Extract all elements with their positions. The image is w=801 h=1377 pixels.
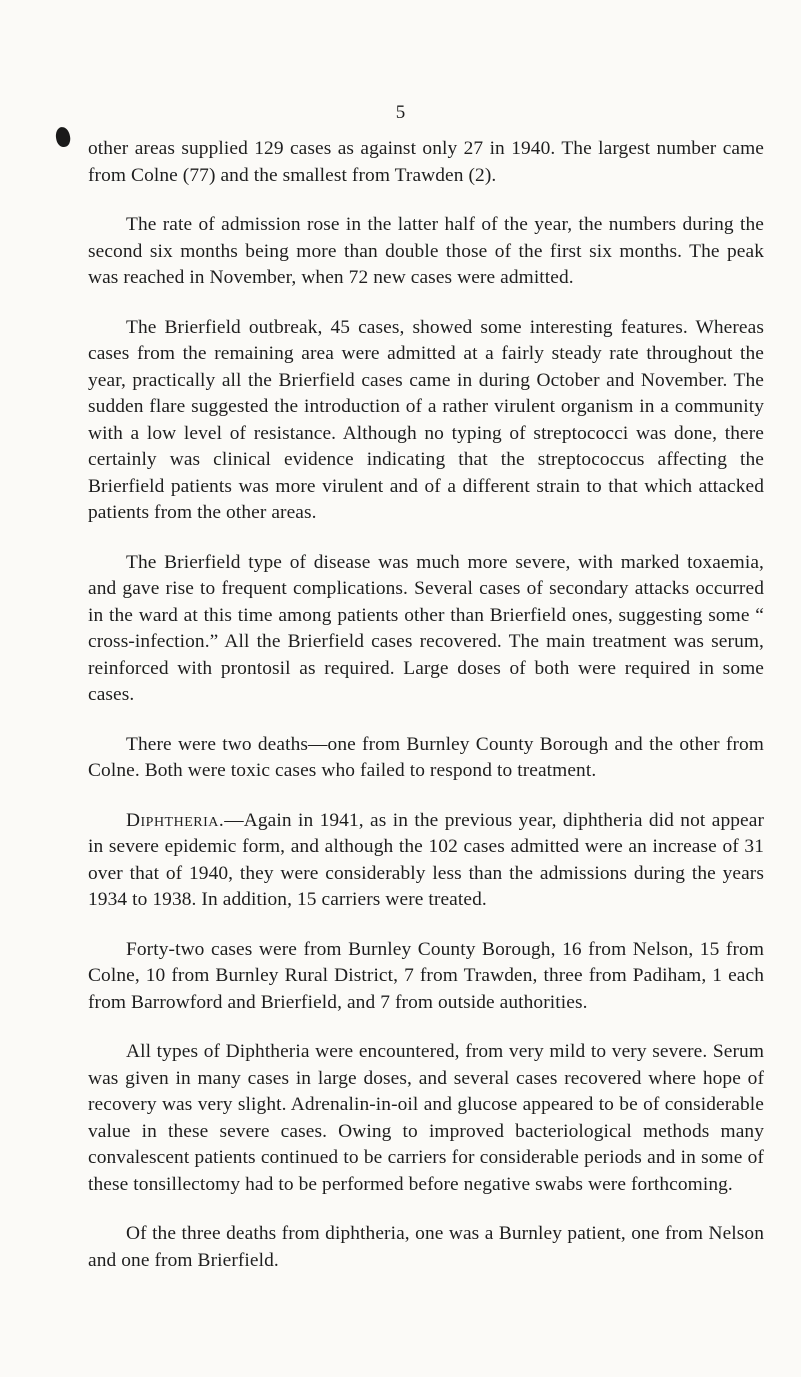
binding-hole-mark	[54, 126, 71, 148]
paragraph-case-origins: Forty-two cases were from Burnley County Borough, 16 from Nelson, 15 from Colne, 10 from Burnley Rural District, 7 from Trawden, three from Padiham, 1 each from Barrowford and Brierfield, and 7 from outside authorities.	[88, 938, 764, 1013]
paragraph-continuation: other areas supplied 129 cases as against only 27 in 1940. The largest number came from Colne (77) and the smallest from Trawden (2).	[88, 138, 764, 186]
paragraph-diphtheria-types: All types of Diphtheria were encountered, from very mild to very severe. Serum was given in many cases in large doses, and several cases recovered where hope of recovery was very slight. Adrenalin-in-oil and glucose appeared to be of considerable value in these severe cases. Owing to improved bacteriological methods many convalescent patients continued to be carriers for considerable periods and in some of these tonsillectomy had to be performed before negative swabs were forthcoming.	[88, 1041, 764, 1195]
paragraph-admission-rate: The rate of admission rose in the latter half of the year, the numbers during the second six months being more than double those of the first six months. The peak was reached in November, when 72 new cases were admitted.	[88, 214, 764, 288]
paragraph-deaths: There were two deaths—one from Burnley County Borough and the other from Colne. Both were toxic cases who failed to respond to treatment.	[88, 733, 764, 781]
diphtheria-heading: Diphtheria.	[126, 809, 225, 831]
paragraph-diphtheria-deaths: Of the three deaths from diphtheria, one was a Burnley patient, one from Nelson and one from Brierfield.	[88, 1223, 764, 1271]
paragraph-brierfield-outbreak: The Brierfield outbreak, 45 cases, showed some interesting features. Whereas cases from the remaining area were admitted at a fairly steady rate throughout the year, practically all the Brierfield cases came in during October and November. The sudden flare suggested the introduction of a rather virulent organism in a community with a low level of resistance. Although no typing of streptococci was done, there certainly was clinical evidence indicating that the streptococcus affecting the Brierfield patients was more virulent and of a different strain to that which attacked patients from the other areas.	[88, 316, 764, 523]
page-number: 5	[395, 102, 406, 123]
paragraph-diphtheria	[88, 808, 764, 914]
diphtheria-text: —Again in 1941, as in the previous year, diphtheria did not appear in severe epidemic form, and although the 102 cases admitted were an increase of 31 over that of 1940, they were considerably less than the admissions during the years 1934 to 1938. In addition, 15 carriers were treated.	[88, 809, 764, 910]
paragraph-brierfield-disease: The Brierfield type of disease was much more severe, with marked toxaemia, and gave rise to frequent complications. Several cases of secondary attacks occurred in the ward at this time among patients other than Brierfield ones, suggesting some “ cross-infection.” All the Brierfield cases recovered. The main treatment was serum, reinforced with prontosil as required. Large doses of both were required in some cases.	[88, 551, 764, 705]
body-text	[88, 136, 764, 1297]
